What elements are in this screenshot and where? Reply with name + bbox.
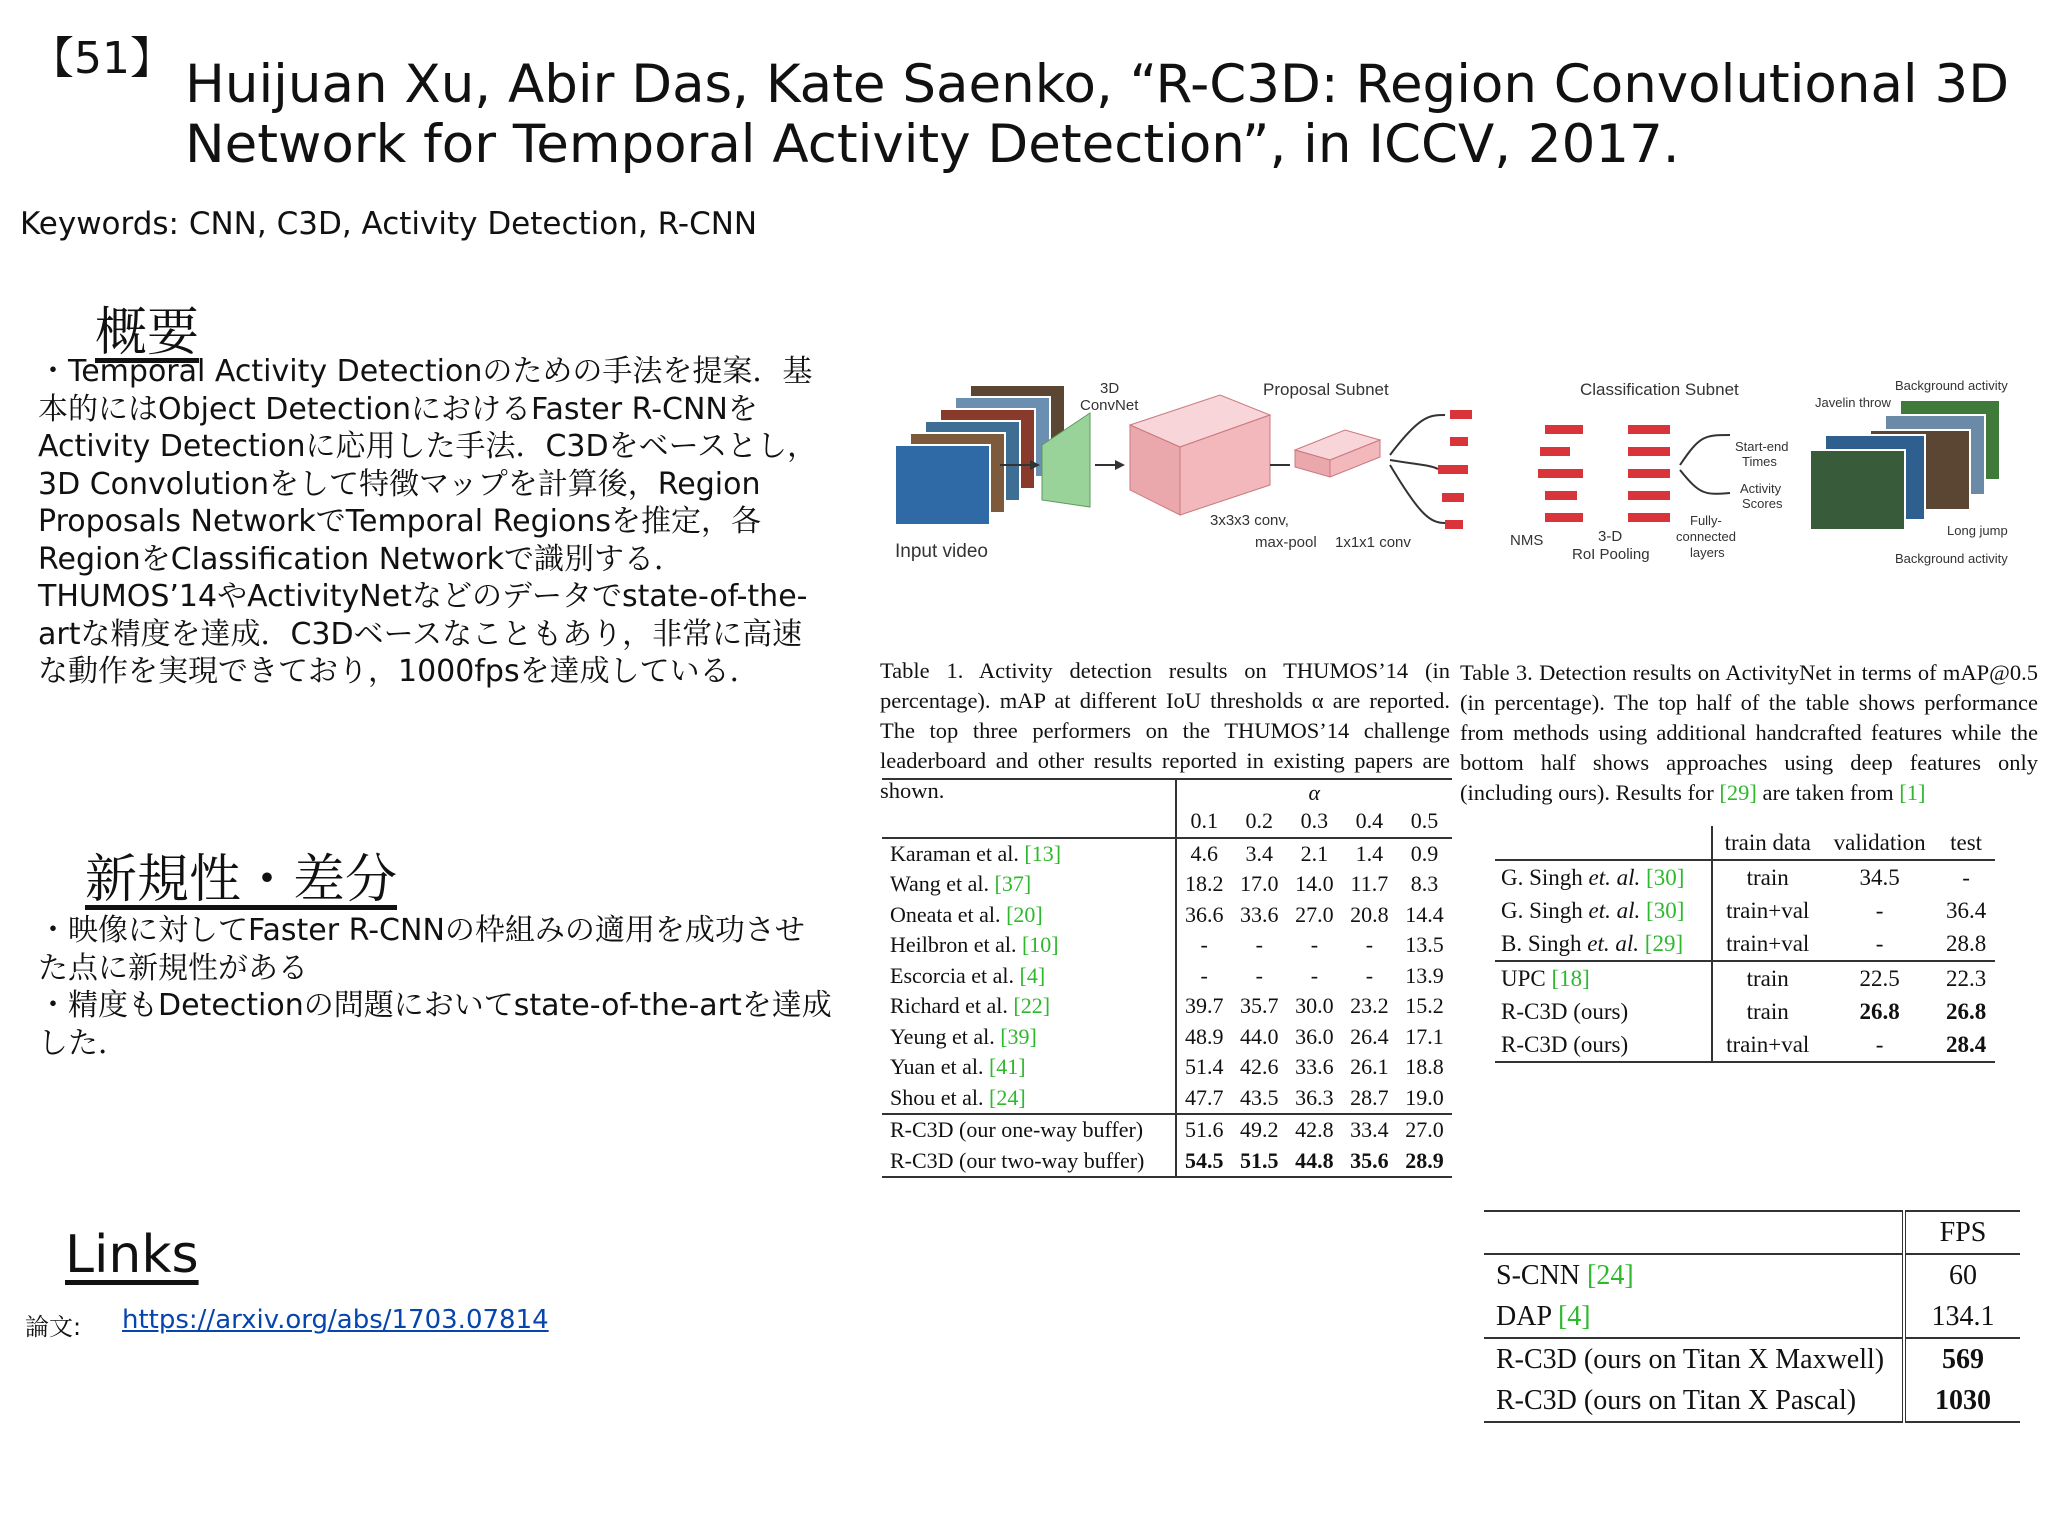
table1-value: 33.4 (1342, 1114, 1397, 1146)
table1-value: 47.7 (1184, 1084, 1224, 1110)
table1-row (882, 1022, 1452, 1053)
table1-row (882, 1146, 1452, 1178)
citation: [4] (1557, 1300, 1591, 1332)
table1-value: 19.0 (1405, 1084, 1444, 1110)
table1-row (882, 838, 1452, 870)
fps-header-row (1484, 1211, 2020, 1254)
paper-link[interactable]: https://arxiv.org/abs/1703.07814 (122, 1305, 549, 1335)
table1-caption: Table 1. Activity detection results on THUMOS’14 (in percentage). mAP at different IoU thresholds α are reported. The top three performers on the THUMOS’14 challenge leaderboard and other results reported in existing papers are shown. (880, 658, 1450, 803)
table1-threshold: 0.3 (1287, 806, 1342, 838)
table1-row (882, 930, 1452, 961)
method-name: UPC (1501, 965, 1552, 991)
start-end-label-2: Times (1742, 454, 1777, 469)
table1-value: 42.8 (1287, 1114, 1342, 1146)
fps-value: 569 (1904, 1338, 2020, 1380)
citation: [39] (1000, 1023, 1037, 1049)
table1-value: 26.1 (1350, 1054, 1389, 1080)
table3-value: 22.5 (1822, 961, 1937, 995)
roi-pooling-label-2: RoI Pooling (1572, 546, 1650, 563)
table1-threshold: 0.1 (1176, 806, 1232, 838)
table1-value: 36.3 (1295, 1084, 1334, 1110)
method-name: Shou et al. (890, 1084, 989, 1110)
citation: [30] (1646, 897, 1685, 923)
table1-value: - (1255, 962, 1263, 988)
table3-method (1495, 894, 1712, 927)
table1-value: 17.0 (1240, 871, 1279, 897)
table3 (1495, 826, 1995, 1063)
citation: [10] (1021, 932, 1059, 958)
method-name: R-C3D (our two-way buffer) (890, 1147, 1145, 1173)
fps-value: 134.1 (1904, 1296, 2020, 1338)
citation: [13] (1024, 840, 1062, 866)
citation: [37] (994, 871, 1032, 897)
method-name: B. Singh (1501, 930, 1588, 956)
roi-segments (1538, 425, 1670, 522)
table1-value: 0.9 (1410, 840, 1439, 866)
keywords: Keywords: CNN, C3D, Activity Detection, R-CNN (20, 206, 758, 242)
paper-title-line-1: Huijuan Xu, Abir Das, Kate Saenko, “R-C3D: Region Convolutional 3D (185, 54, 2010, 115)
table3-value: train (1746, 998, 1789, 1024)
method-name: Heilbron et al. (890, 932, 1022, 958)
table3-value: 22.3 (1937, 961, 1995, 995)
table1-value: 39.7 (1184, 993, 1224, 1019)
method-name: R-C3D (our one-way buffer) (890, 1117, 1144, 1143)
method-name: Oneata et al. (890, 901, 1007, 927)
fc-label-3: layers (1690, 545, 1725, 560)
table1-value: 36.0 (1295, 1023, 1334, 1049)
table1-row (882, 961, 1452, 992)
background-activity-top-label: Background activity (1895, 378, 2008, 393)
table1-value: - (1310, 932, 1319, 958)
novelty-heading: 新規性・差分 (85, 850, 398, 910)
table3-value: 26.8 (1945, 998, 1987, 1024)
table1-value: 14.0 (1295, 871, 1334, 897)
table3-caption-cite-2: [1] (1899, 780, 1926, 805)
fps-header-empty (1484, 1211, 1904, 1254)
method-name: Yuan et al. (890, 1054, 989, 1080)
overview-heading: 概要 (95, 303, 200, 363)
et-al: et. al. (1587, 930, 1645, 956)
maxpool-label: max-pool (1255, 534, 1317, 551)
table3-value: 36.4 (1945, 897, 1987, 923)
table1-value: 28.9 (1405, 1147, 1444, 1173)
et-al: et. al. (1588, 864, 1647, 890)
start-end-label-1: Start-end (1735, 439, 1789, 454)
table1-value: 18.2 (1184, 871, 1224, 897)
method-name: R-C3D (ours) (1501, 998, 1629, 1024)
table3-row (1495, 1028, 1995, 1062)
table1-value: 27.0 (1295, 901, 1334, 927)
table3-caption-cite-1: [29] (1719, 780, 1757, 805)
method-name: Wang et al. (890, 871, 995, 897)
table1-value: 14.4 (1405, 901, 1444, 927)
method-name: S-CNN (1496, 1259, 1588, 1291)
fps-table (1484, 1210, 2020, 1423)
table1-value: 3.4 (1245, 840, 1274, 866)
table1-value: 54.5 (1184, 1147, 1224, 1173)
fps-row (1484, 1380, 2020, 1422)
table1-value: 51.5 (1240, 1147, 1279, 1173)
table3-value: - (1875, 897, 1884, 923)
table1-header-empty-2 (882, 806, 1176, 838)
table3-header: validation (1822, 826, 1937, 860)
table1 (882, 778, 1452, 1178)
table1-method (882, 1052, 1176, 1083)
table3-row (1495, 894, 1995, 927)
table1-value: 33.6 (1240, 901, 1279, 927)
table3-value: 28.4 (1945, 1031, 1987, 1057)
table3-method (1495, 995, 1712, 1028)
fps-value: 1030 (1904, 1380, 2020, 1422)
table3-row (1495, 995, 1995, 1028)
table1-value: 11.7 (1350, 871, 1389, 897)
table1-value: 27.0 (1397, 1114, 1452, 1146)
table1-value: 20.8 (1350, 901, 1389, 927)
table1-value: 48.9 (1184, 1023, 1224, 1049)
table1-value: 2.1 (1300, 840, 1329, 866)
table3-value: train+val (1726, 1031, 1810, 1057)
table1-value: 35.6 (1350, 1147, 1389, 1173)
citation: [24] (989, 1084, 1026, 1110)
table1-method (882, 900, 1176, 931)
table1-threshold: 0.5 (1397, 806, 1452, 838)
table3-value: - (1875, 930, 1884, 956)
table1-value: - (1200, 932, 1208, 958)
table3-value: train (1712, 961, 1822, 995)
table1-value: 4.6 (1190, 840, 1218, 866)
table3-header-row (1495, 826, 1995, 860)
method-name: R-C3D (ours) (1501, 1031, 1629, 1057)
fps-method (1484, 1296, 1904, 1338)
table1-method (882, 991, 1176, 1022)
table1-method (882, 869, 1176, 900)
table1-header-row-alpha (882, 779, 1452, 806)
table1-value: 13.5 (1405, 932, 1444, 958)
citation: [30] (1646, 864, 1685, 890)
nms-label: NMS (1510, 532, 1544, 549)
table1-value: 42.6 (1240, 1054, 1279, 1080)
citation: [41] (988, 1054, 1026, 1080)
citation: [18] (1551, 965, 1590, 991)
conv-label: 3x3x3 conv, (1210, 512, 1289, 529)
table1-value: - (1365, 932, 1374, 958)
table1-header-row (882, 806, 1452, 838)
paper-title-line-2: Network for Temporal Activity Detection”, in ICCV, 2017. (185, 114, 1680, 175)
table1-method (882, 1022, 1176, 1053)
method-name: R-C3D (ours on Titan X Pascal) (1496, 1384, 1857, 1416)
output-video-frames (1810, 400, 2000, 530)
table1-value: 33.6 (1295, 1054, 1334, 1080)
table3-row (1495, 961, 1995, 995)
table1-method (882, 1114, 1176, 1146)
method-name: Karaman et al. (890, 840, 1025, 866)
table3-method (1495, 927, 1712, 961)
activity-scores-label-1: Activity (1740, 481, 1782, 496)
fps-method (1484, 1338, 1904, 1380)
method-name: R-C3D (ours on Titan X Maxwell) (1496, 1343, 1885, 1375)
table3-value: train+val (1726, 897, 1810, 923)
table1-value: 8.3 (1410, 871, 1439, 897)
table3-method (1495, 1028, 1712, 1062)
table1-value: - (1255, 932, 1263, 958)
table3-row (1495, 927, 1995, 961)
method-name: G. Singh (1501, 897, 1589, 923)
classification-subnet-label: Classification Subnet (1580, 380, 1739, 399)
table1-value: 44.0 (1240, 1023, 1279, 1049)
table3-value: 26.8 (1859, 998, 1900, 1024)
fps-value: 60 (1904, 1254, 2020, 1296)
architecture-figure (890, 365, 2040, 580)
table1-value: 30.0 (1295, 993, 1334, 1019)
table1-alpha-header: α (1308, 780, 1321, 805)
roi-pooling-label-1: 3-D (1598, 528, 1623, 545)
input-video-label: Input video (895, 541, 988, 562)
table1-row (882, 991, 1452, 1022)
citation: [29] (1644, 930, 1684, 956)
table1-method (882, 1146, 1176, 1178)
table1-value: 17.1 (1405, 1023, 1444, 1049)
table1-value: 1.4 (1355, 840, 1384, 866)
table1-value: 44.8 (1295, 1147, 1334, 1173)
table1-value: 36.6 (1184, 901, 1224, 927)
table3-method (1495, 961, 1712, 995)
table1-value: - (1365, 962, 1374, 988)
method-name: Escorcia et al. (890, 962, 1020, 988)
fc-label-1: Fully- (1690, 513, 1722, 528)
table3-caption-mid: are taken from (1756, 780, 1900, 805)
table1-method (882, 930, 1176, 961)
table1-threshold: 0.4 (1342, 806, 1397, 838)
fps-row (1484, 1338, 2020, 1380)
table1-value: 51.6 (1176, 1114, 1232, 1146)
table1-row (882, 869, 1452, 900)
table1-method (882, 838, 1176, 870)
table1-value: 35.7 (1240, 993, 1279, 1019)
et-al: et. al. (1588, 897, 1647, 923)
slide-number: 【51】 (30, 33, 174, 84)
paper-title (185, 55, 2015, 175)
method-name: Richard et al. (890, 993, 1014, 1019)
table3-row (1495, 860, 1995, 894)
table1-row (882, 900, 1452, 931)
table3-value: - (1962, 864, 1970, 890)
table1-row (882, 1114, 1452, 1146)
table1-row (882, 1052, 1452, 1083)
table1-value: 18.8 (1405, 1054, 1444, 1080)
fc-label-2: connected (1676, 529, 1736, 544)
table3-value: 34.5 (1859, 864, 1900, 890)
proposal-subnet-label: Proposal Subnet (1263, 380, 1389, 399)
table3-method (1495, 860, 1712, 894)
table1-row (882, 1083, 1452, 1115)
table1-value: 28.7 (1350, 1084, 1389, 1110)
table3-value: train+val (1726, 930, 1810, 956)
table3-caption (1460, 658, 2038, 808)
input-video-frames (895, 385, 1065, 525)
javelin-throw-label: Javelin throw (1815, 395, 1891, 410)
table1-value: 23.2 (1350, 993, 1389, 1019)
fps-row (1484, 1254, 2020, 1296)
fps-header: FPS (1904, 1211, 2020, 1254)
citation: [20] (1006, 901, 1043, 927)
anchor-segments (1438, 410, 1472, 529)
table1-value: - (1200, 962, 1208, 988)
table1-value: 26.4 (1350, 1023, 1389, 1049)
citation: [24] (1587, 1259, 1634, 1291)
table3-value: 28.8 (1945, 930, 1987, 956)
table1-value: - (1310, 962, 1319, 988)
fps-row (1484, 1296, 2020, 1338)
fps-method (1484, 1254, 1904, 1296)
method-name: Yeung et al. (890, 1023, 1001, 1049)
novelty-text: ・映像に対してFaster R-CNNの枠組みの適用を成功させ た点に新規性がある ・精度もDetectionの問題においてstate-of-the-artを達成 した． (38, 913, 832, 1061)
table3-value: train (1746, 864, 1789, 890)
table1-value: 49.2 (1232, 1114, 1287, 1146)
proposal-block (1295, 430, 1380, 477)
table3-caption-text: Table 3. Detection results on ActivityNet in terms of mAP@0.5 (in percentage). The top half of the table shows performance from methods using additional handcrafted features while the bottom half shows approaches using deep features only (including ours). Results for (1460, 660, 2038, 805)
table1-threshold: 0.2 (1232, 806, 1287, 838)
table3-header-empty (1495, 826, 1712, 860)
method-name: G. Singh (1501, 864, 1589, 890)
table1-value: 51.4 (1184, 1054, 1224, 1080)
convnet-label-1: 3D (1100, 380, 1120, 397)
overview-text: ・Temporal Activity Detectionのための手法を提案．基 本的にはObject DetectionにおけるFaster R-CNNを Activity Detectionに応用した手法．C3Dをベースとし， 3D Convolutionをして特徴マップを計算後，Region Proposals NetworkでTemporal Regionsを推定，各 RegionをClassification Networkで識別する． THUMOS’14やActivityNetなどのデータでstate-of-the- artな精度を達成．C3Dベースなこともあり，非常に高速 な動作を実現できており，1000fpsを達成している． (38, 354, 818, 689)
method-name: DAP (1496, 1300, 1558, 1332)
table3-header: test (1937, 826, 1995, 860)
fps-method (1484, 1380, 1904, 1422)
convnet-label-2: ConvNet (1080, 397, 1139, 414)
table1-value: 15.2 (1405, 993, 1444, 1019)
conv1-label: 1x1x1 conv (1335, 534, 1411, 551)
links-heading: Links (65, 1225, 199, 1285)
table1-header-empty (882, 779, 1176, 806)
activity-scores-label-2: Scores (1742, 496, 1783, 511)
table1-method (882, 1083, 1176, 1115)
table1-value: 13.9 (1405, 962, 1444, 988)
feature-map-block (1130, 395, 1270, 515)
table1-value: 43.5 (1240, 1084, 1279, 1110)
table3-value: - (1875, 1031, 1884, 1057)
citation: [4] (1019, 962, 1046, 988)
long-jump-label: Long jump (1947, 523, 2008, 538)
citation: [22] (1013, 993, 1051, 1019)
table1-method (882, 961, 1176, 992)
background-activity-bottom-label: Background activity (1895, 551, 2008, 566)
table3-header: train data (1712, 826, 1822, 860)
paper-label: 論文: (25, 1313, 82, 1341)
